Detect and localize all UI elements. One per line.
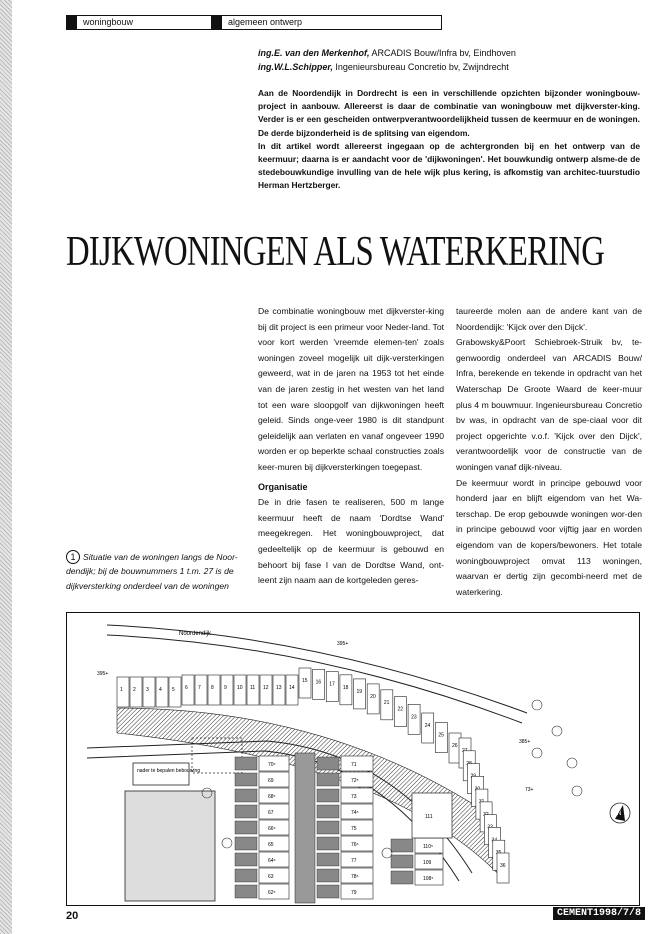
- house-unit: [156, 677, 168, 707]
- garden-plot: [235, 757, 257, 770]
- garden-plot: [317, 853, 339, 866]
- lot-label: 111: [425, 814, 433, 820]
- notice-box: [133, 763, 189, 785]
- author-list: [258, 46, 516, 74]
- body-paragraph: taureerde molen aan de andere kant van de Noordendijk: 'Kijck over den Dijck'.: [456, 306, 642, 332]
- author-affiliation: Ingenieursbureau Concretio bv, Zwijndrecht: [332, 62, 509, 72]
- house-unit: [259, 868, 289, 883]
- house-number: 109: [423, 860, 432, 866]
- house-number: 69: [268, 778, 274, 784]
- house-number: 25: [438, 732, 444, 739]
- scanned-binding-edge: [0, 0, 12, 934]
- level-marker: 385+: [519, 739, 531, 745]
- house-unit: [341, 852, 373, 867]
- house-number: 6: [185, 685, 188, 691]
- house-number: 74⁵: [351, 810, 359, 816]
- house-number: 73: [351, 794, 357, 800]
- house-unit: [143, 677, 155, 707]
- house-number: 17: [329, 681, 335, 688]
- author-name: ing.E. van den Merkenhof,: [258, 48, 370, 58]
- level-marker: 395+: [337, 641, 349, 647]
- section-header: [66, 15, 442, 30]
- house-unit: [169, 677, 181, 707]
- garden-plot: [317, 869, 339, 882]
- garden-plot: [317, 773, 339, 786]
- house-number: 72⁵: [351, 778, 359, 784]
- garden-plot: [317, 805, 339, 818]
- section-heading: Organisatie: [258, 481, 308, 492]
- body-column-2: [456, 304, 642, 600]
- garden-plot: [391, 855, 413, 868]
- garden-plot: [235, 789, 257, 802]
- house-number: 22: [397, 706, 404, 713]
- street-label: Noordendijk: [179, 631, 212, 637]
- house-unit: [117, 677, 129, 707]
- house-number: 63: [268, 874, 274, 880]
- house-number: 19: [356, 688, 363, 695]
- house-number: 65: [268, 842, 274, 848]
- house-unit: [341, 884, 373, 899]
- house-number: 75: [351, 826, 357, 832]
- house-unit: [259, 772, 289, 787]
- house-number: 78⁵: [351, 874, 359, 880]
- house-number: 23: [411, 714, 417, 721]
- house-number: 67: [268, 810, 274, 816]
- house-unit: [341, 788, 373, 803]
- site-plan-figure: [66, 612, 640, 906]
- tree-icon: [572, 786, 582, 796]
- tree-icon: [567, 758, 577, 768]
- house-number: 9: [224, 685, 227, 691]
- page-number: 20: [66, 910, 79, 922]
- house-number: 14: [289, 685, 295, 691]
- house-unit: [259, 836, 289, 851]
- house-number: 20: [370, 693, 376, 700]
- green-strip: [295, 753, 315, 903]
- house-number: 5: [172, 687, 175, 693]
- house-number: 16: [315, 679, 322, 686]
- intro-paragraph: In dit artikel wordt allereerst ingegaan op de achtergronden bij en het ontwerp van de keermuur; daarna is er aandacht voor de 'dijkwoningen'. Het bouwkundig ontwerp alsme-de de stedebouwkundige invulling van de hele wijk plus kering, is afkomstig van architec-tuurstudio Herman Hertzberger.: [258, 140, 640, 191]
- intro-lead: [258, 87, 640, 193]
- house-number: 70⁵: [268, 762, 276, 768]
- article-title: DIJKWONINGEN ALS WATERKERING: [66, 229, 605, 275]
- garden-plot: [235, 885, 257, 898]
- existing-building: [125, 791, 215, 901]
- tree-icon: [532, 700, 542, 710]
- header-marker: [67, 16, 77, 29]
- north-label: N: [617, 811, 622, 817]
- header-marker: [212, 16, 222, 29]
- tree-icon: [222, 838, 232, 848]
- house-number: 71: [351, 762, 357, 768]
- author-line: [258, 46, 516, 60]
- house-block-left: [235, 756, 289, 899]
- intro-paragraph: Aan de Noordendijk in Dordrecht is een in verschillende opzichten bijzonder woningbouw-project in aanbouw. Allereerst is daar de combinatie van woningbouw met dijkverster-king. Verder is er een gescheiden ontwerpverantwoordelijkheid tussen de keermuur en de woningen. De derde bijzonderheid is de splitsing van eigendom.: [258, 88, 640, 138]
- author-line: [258, 60, 516, 74]
- house-number: 13: [276, 685, 282, 691]
- house-number: 15: [302, 678, 308, 684]
- house-number: 77: [351, 858, 357, 864]
- garden-plot: [235, 837, 257, 850]
- header-section: woningbouw: [77, 16, 212, 29]
- house-number: 79: [351, 890, 357, 896]
- level-marker: 395+: [97, 671, 109, 677]
- house-block-middle: [317, 756, 373, 899]
- body-paragraph: De in drie fasen te realiseren, 500 m lange keermuur heeft de naam 'Dordtse Wand' meegekregen. Het woningbouwproject, dat gedeeltelijk op de keermuur is gebouwd en behoort bij fase I van de Dordtse Wand, ont-leent zijn naam aan de kortgeleden geres-: [258, 497, 444, 586]
- house-number: 108⁵: [423, 876, 434, 882]
- figure-caption: [66, 550, 250, 593]
- house-unit: [221, 675, 233, 705]
- garden-plot: [317, 821, 339, 834]
- house-unit: [208, 675, 220, 705]
- garden-plot: [391, 839, 413, 852]
- author-affiliation: ARCADIS Bouw/Infra bv, Eindhoven: [369, 48, 516, 58]
- garden-plot: [235, 853, 257, 866]
- house-number: 7: [198, 685, 201, 691]
- house-number: 10: [237, 685, 243, 691]
- house-number: 2: [133, 687, 136, 693]
- house-unit: [341, 756, 373, 771]
- caption-text: Situatie van de woningen langs de Noor-dendijk; bij de bouwnummers 1 t.m. 27 is de dijkversterking onderdeel van de woningen: [66, 552, 238, 591]
- house-unit: [341, 820, 373, 835]
- header-category: algemeen ontwerp: [228, 17, 303, 27]
- house-number: 76⁵: [351, 842, 359, 848]
- notice-label: nader te bepalen bebouwing: [137, 768, 201, 774]
- house-unit: [195, 675, 207, 705]
- house-number: 68⁵: [268, 794, 276, 800]
- author-name: ing.W.L.Schipper,: [258, 62, 333, 72]
- garden-plot: [235, 821, 257, 834]
- house-number: 4: [159, 687, 162, 693]
- figure-number: 1: [66, 550, 80, 564]
- garden-plot: [317, 789, 339, 802]
- house-number: 66⁵: [268, 826, 276, 832]
- house-number: 12: [263, 685, 269, 691]
- house-number: 110⁵: [423, 844, 434, 850]
- garden-plot: [317, 837, 339, 850]
- house-number: 11: [250, 685, 256, 691]
- house-number: 18: [342, 684, 349, 691]
- house-number: 62⁵: [268, 890, 276, 896]
- garden-plot: [235, 869, 257, 882]
- tree-icon: [552, 726, 562, 736]
- house-number: 64⁵: [268, 858, 276, 864]
- garden-plot: [317, 757, 339, 770]
- house-number: 8: [211, 685, 214, 691]
- garden-plot: [235, 805, 257, 818]
- body-paragraph: De combinatie woningbouw met dijkverster-king bij dit project is een primeur voor Neder-land. Tot voor kort werden 'vreemde elemen-ten' zoals woningen zoveel mogelijk uit dijk-versterkingen geweerd, wat in de jaren na 1953 tot het einde van de jaren zestig in het westen van het land tot een ware sloopgolf van dijkwoningen heeft geleid. Sinds onge-veer 1980 is dit standpunt geleidelijk aan verlaten en vanaf ongeveer 1990 worden er op beperkte schaal constructies zoals keer-muren bij dijkversterkingen toegepast.: [258, 306, 444, 472]
- house-number: 3: [146, 687, 149, 693]
- body-column-1: [258, 304, 444, 589]
- tree-icon: [382, 848, 392, 858]
- tree-icon: [532, 748, 542, 758]
- house-unit: [259, 804, 289, 819]
- garden-plot: [391, 871, 413, 884]
- house-number: 24: [424, 723, 431, 729]
- garden-plot: [235, 773, 257, 786]
- house-block-right: [391, 838, 443, 885]
- garden-plot: [317, 885, 339, 898]
- house-number: 1: [120, 687, 123, 693]
- house-number: 36: [500, 863, 506, 869]
- house-unit: [182, 675, 194, 705]
- level-marker: 73+: [525, 787, 534, 793]
- journal-brand: CEMENT1998/7/8: [553, 907, 645, 920]
- body-paragraph: Grabowsky&Poort Schiebroek-Struik bv, te-genwoordig onderdeel van ARCADIS Bouw/ Infra, berekende en tekende in opdracht van het Waterschap De Groote Waard de keer-muur plus 4 m bouwmuur. Ingenieursbureau Concretio bv was, in opdracht van de spe-ciaal voor dit project opgerichte v.o.f. 'Kijck over den Dijck', verantwoordelijk voor de constructie van de woningen vanaf dijk-niveau.: [456, 337, 642, 472]
- house-unit: [130, 677, 142, 707]
- house-number: 26: [452, 743, 458, 749]
- body-paragraph: De keermuur wordt in principe gebouwd voor honderd jaar en blijft eigendom van het Wa-terschap. De erop gebouwde woningen wor-den in principe gebouwd voor vijftig jaar en worden eigendom van de kopers/bewoners. Het totale woningbouwproject omvat 113 woningen, waarvan er dertig zijn gecombi-neerd met de waterkering.: [456, 477, 642, 597]
- site-plan-drawing: [67, 613, 639, 905]
- house-number: 21: [383, 699, 390, 706]
